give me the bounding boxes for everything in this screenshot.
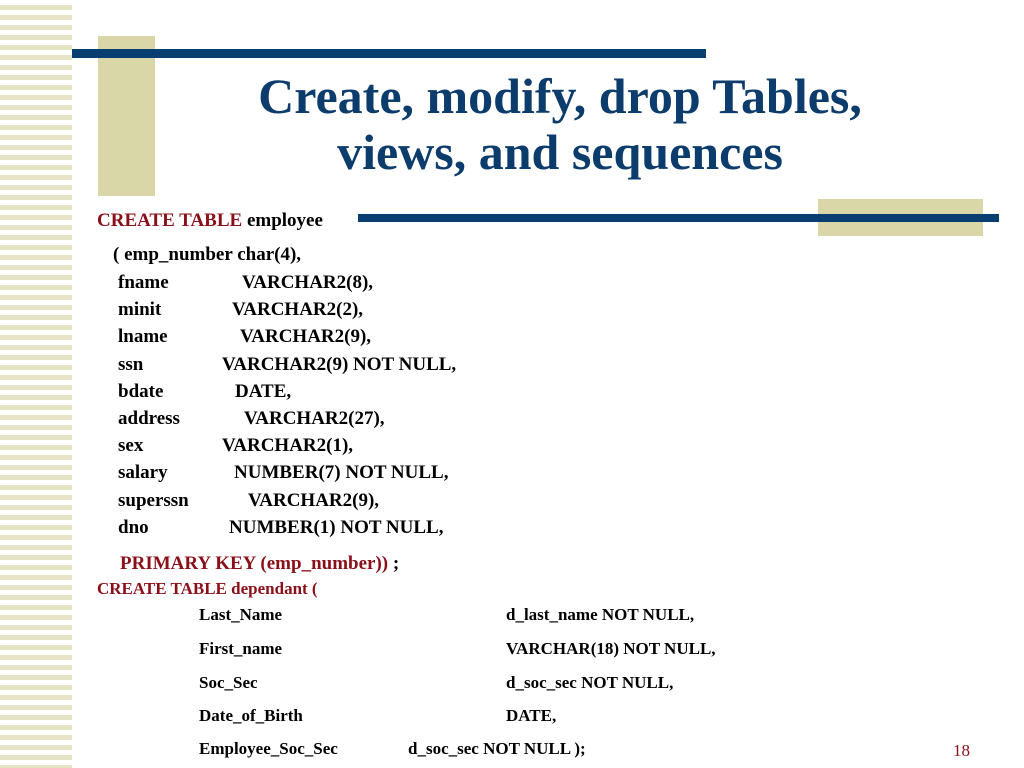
employee-column-type: VARCHAR2(9),: [240, 326, 372, 348]
olive-accent-block: [98, 36, 155, 196]
employee-column-name: lname: [118, 326, 168, 348]
dependant-column-type: DATE,: [506, 706, 557, 725]
employee-column-name: salary: [118, 462, 168, 484]
dependant-column-name: Date_of_Birth: [199, 706, 303, 725]
slide-title-line-2: views, and sequences: [337, 124, 783, 180]
dependant-table-open: dependant (: [231, 579, 318, 598]
page-number: 18: [953, 741, 970, 760]
employee-column-name: superssn: [118, 489, 189, 511]
employee-column-name: fname: [118, 272, 169, 293]
slide-title: [150, 68, 970, 180]
title-bottom-rule: [358, 214, 999, 222]
employee-column-name: sex: [118, 435, 144, 457]
employee-column-type: VARCHAR2(1),: [222, 435, 354, 457]
employee-column-name: minit: [118, 299, 162, 321]
employee-column-type: NUMBER(7) NOT NULL,: [234, 462, 449, 484]
employee-create-statement: [97, 210, 323, 232]
left-stripe-decoration: [0, 0, 72, 768]
employee-column-name: ssn: [118, 353, 144, 375]
dependant-column-type: d_soc_sec NOT NULL );: [408, 739, 586, 758]
employee-column-type: VARCHAR2(2),: [232, 299, 364, 321]
employee-column-type: DATE,: [235, 380, 292, 402]
title-top-rule: [72, 49, 706, 58]
dependant-create-keyword: CREATE TABLE: [97, 579, 227, 598]
employee-column-name: address: [118, 408, 180, 429]
employee-column-type: VARCHAR2(9) NOT NULL,: [222, 353, 457, 375]
dependant-column-type: d_soc_sec NOT NULL,: [506, 673, 674, 692]
employee-column-type: VARCHAR2(27),: [244, 408, 385, 429]
employee-column-name: dno: [118, 516, 149, 538]
primary-key-terminator: ;: [392, 553, 400, 574]
employee-table-name: employee: [246, 210, 323, 231]
create-table-keyword: CREATE TABLE: [97, 210, 243, 231]
dependant-column-name: Employee_Soc_Sec: [199, 739, 338, 758]
dependant-column-name: Last_Name: [199, 605, 283, 624]
employee-column-type: VARCHAR2(8),: [242, 272, 374, 293]
employee-column-name: bdate: [118, 380, 164, 402]
dependant-column-type: VARCHAR(18) NOT NULL,: [506, 639, 716, 658]
dependant-column-name: Soc_Sec: [199, 673, 258, 692]
employee-column-type: VARCHAR2(9),: [248, 489, 380, 511]
employee-open-line: ( emp_number char(4),: [113, 244, 302, 265]
employee-column-type: NUMBER(1) NOT NULL,: [229, 516, 444, 538]
dependant-create-statement: [97, 579, 318, 599]
dependant-column-name: First_name: [199, 639, 283, 658]
primary-key-line: [120, 553, 399, 575]
dependant-column-type: d_last_name NOT NULL,: [506, 605, 695, 624]
slide-title-line-1: Create, modify, drop Tables,: [258, 68, 862, 124]
primary-key-keyword: PRIMARY KEY: [120, 553, 256, 574]
primary-key-columns: (emp_number)): [260, 553, 389, 574]
